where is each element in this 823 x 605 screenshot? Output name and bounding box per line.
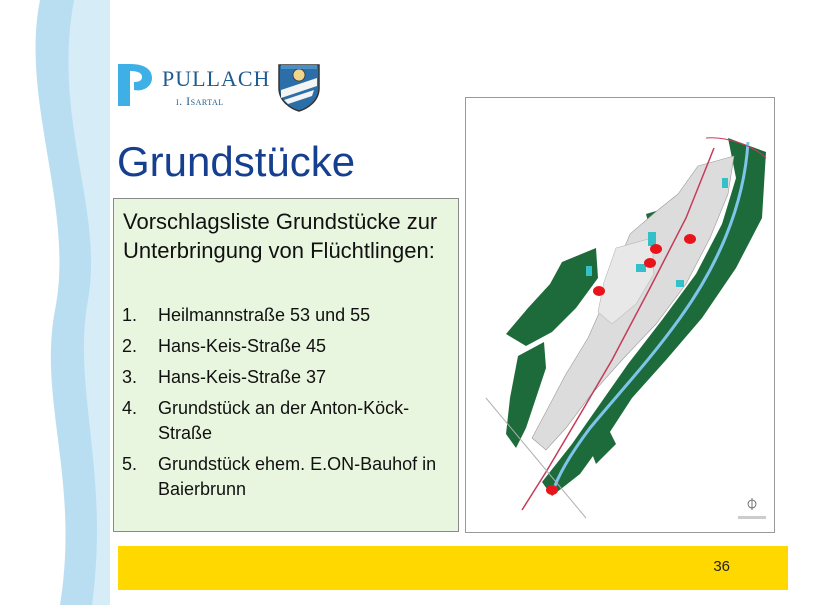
map-marker <box>684 234 696 244</box>
slide-title: Grundstücke <box>117 138 356 185</box>
list-item-number: 2. <box>122 336 138 356</box>
list-item-number: 3. <box>122 367 138 387</box>
list-item <box>122 303 452 328</box>
map-marker <box>593 286 605 296</box>
pullach-logo <box>114 58 334 114</box>
coat-of-arms-icon <box>276 60 322 112</box>
list-item-number: 5. <box>122 454 138 474</box>
list-item <box>122 365 452 390</box>
property-list <box>122 303 452 508</box>
site-map <box>465 97 775 533</box>
site-map-image <box>466 98 774 532</box>
proposal-list-box <box>113 198 459 532</box>
list-item-text: Grundstück ehem. E.ON-Bauhof in Baierbrunn <box>158 454 437 499</box>
logo-name: PULLACH <box>162 66 271 91</box>
list-item-text: Heilmannstraße 53 und 55 <box>158 305 371 325</box>
list-item-text: Hans-Keis-Straße 45 <box>158 336 327 356</box>
page-number: 36 <box>713 558 730 575</box>
map-marker <box>546 485 558 495</box>
list-item-number: 1. <box>122 305 138 325</box>
footer-bar <box>118 546 788 590</box>
logo-p-icon <box>114 58 154 110</box>
logo-subtitle: i. Isartal <box>176 94 224 108</box>
list-item <box>122 334 452 359</box>
map-marker <box>644 258 656 268</box>
decorative-wave <box>0 0 110 605</box>
list-item-text: Hans-Keis-Straße 37 <box>158 367 327 387</box>
map-marker <box>650 244 662 254</box>
list-item-text: Grundstück an der Anton-Köck-Straße <box>158 398 410 443</box>
list-heading: Vorschlagsliste Grundstücke zur Unterbringung von Flüchtlingen: <box>123 209 438 263</box>
list-item <box>122 452 452 502</box>
list-item-number: 4. <box>122 398 138 418</box>
list-item <box>122 396 452 446</box>
